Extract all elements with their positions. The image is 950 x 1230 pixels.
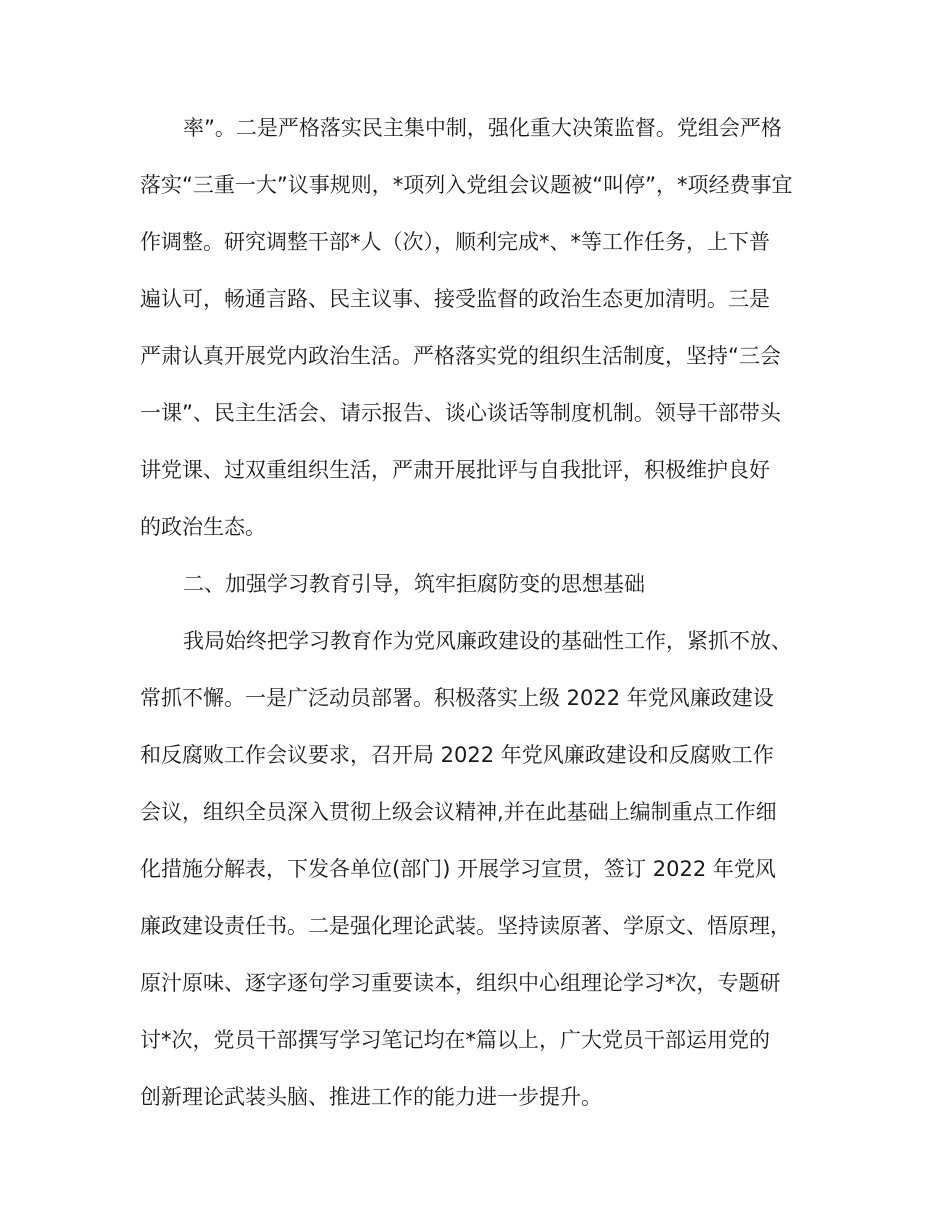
section-heading: 二、加强学习教育引导，筑牢拒腐防变的思想基础 — [183, 572, 645, 596]
text-line: 遍认可，畅通言路、民主议事、接受监督的政治生态更加清明。三是 — [140, 287, 770, 311]
text-line: 常抓不懈。一是广泛动员部署。积极落实上级 2022 年党风廉政建设 — [140, 686, 774, 710]
text-line: 和反腐败工作会议要求，召开局 2022 年党风廉政建设和反腐败工作 — [140, 743, 774, 767]
text-line: 落实“三重一大”议事规则，*项列入党组会议题被“叫停”，*项经费事宜 — [140, 173, 793, 197]
text-line: 廉政建设责任书。二是强化理论武装。坚持读原著、学原文、悟原理， — [140, 914, 791, 938]
text-line: 严肃认真开展党内政治生活。严格落实党的组织生活制度，坚持“三会 — [140, 344, 781, 368]
text-line: 创新理论武装头脑、推进工作的能力进一步提升。 — [140, 1085, 602, 1109]
text-line: 一课”、民主生活会、请示报告、谈心谈话等制度机制。领导干部带头 — [140, 401, 781, 425]
text-line: 的政治生态。 — [140, 515, 266, 539]
text-line: 率”。二是严格落实民主集中制，强化重大决策监督。党组会严格 — [183, 116, 782, 140]
text-line: 作调整。研究调整干部*人（次），顺利完成*、*等工作任务，上下普 — [140, 230, 770, 254]
text-line: 会议，组织全员深入贯彻上级会议精神,并在此基础上编制重点工作细 — [140, 800, 777, 824]
text-line: 讨*次，党员干部撰写学习笔记均在*篇以上，广大党员干部运用党的 — [140, 1028, 770, 1052]
text-line: 原汁原味、逐字逐句学习重要读本，组织中心组理论学习*次，专题研 — [140, 971, 781, 995]
text-line: 我局始终把学习教育作为党风廉政建设的基础性工作，紧抓不放、 — [183, 629, 792, 653]
text-line: 讲党课、过双重组织生活，严肃开展批评与自我批评，积极维护良好 — [140, 458, 770, 482]
text-line: 化措施分解表，下发各单位(部门) 开展学习宣贯，签订 2022 年党风 — [140, 857, 776, 881]
